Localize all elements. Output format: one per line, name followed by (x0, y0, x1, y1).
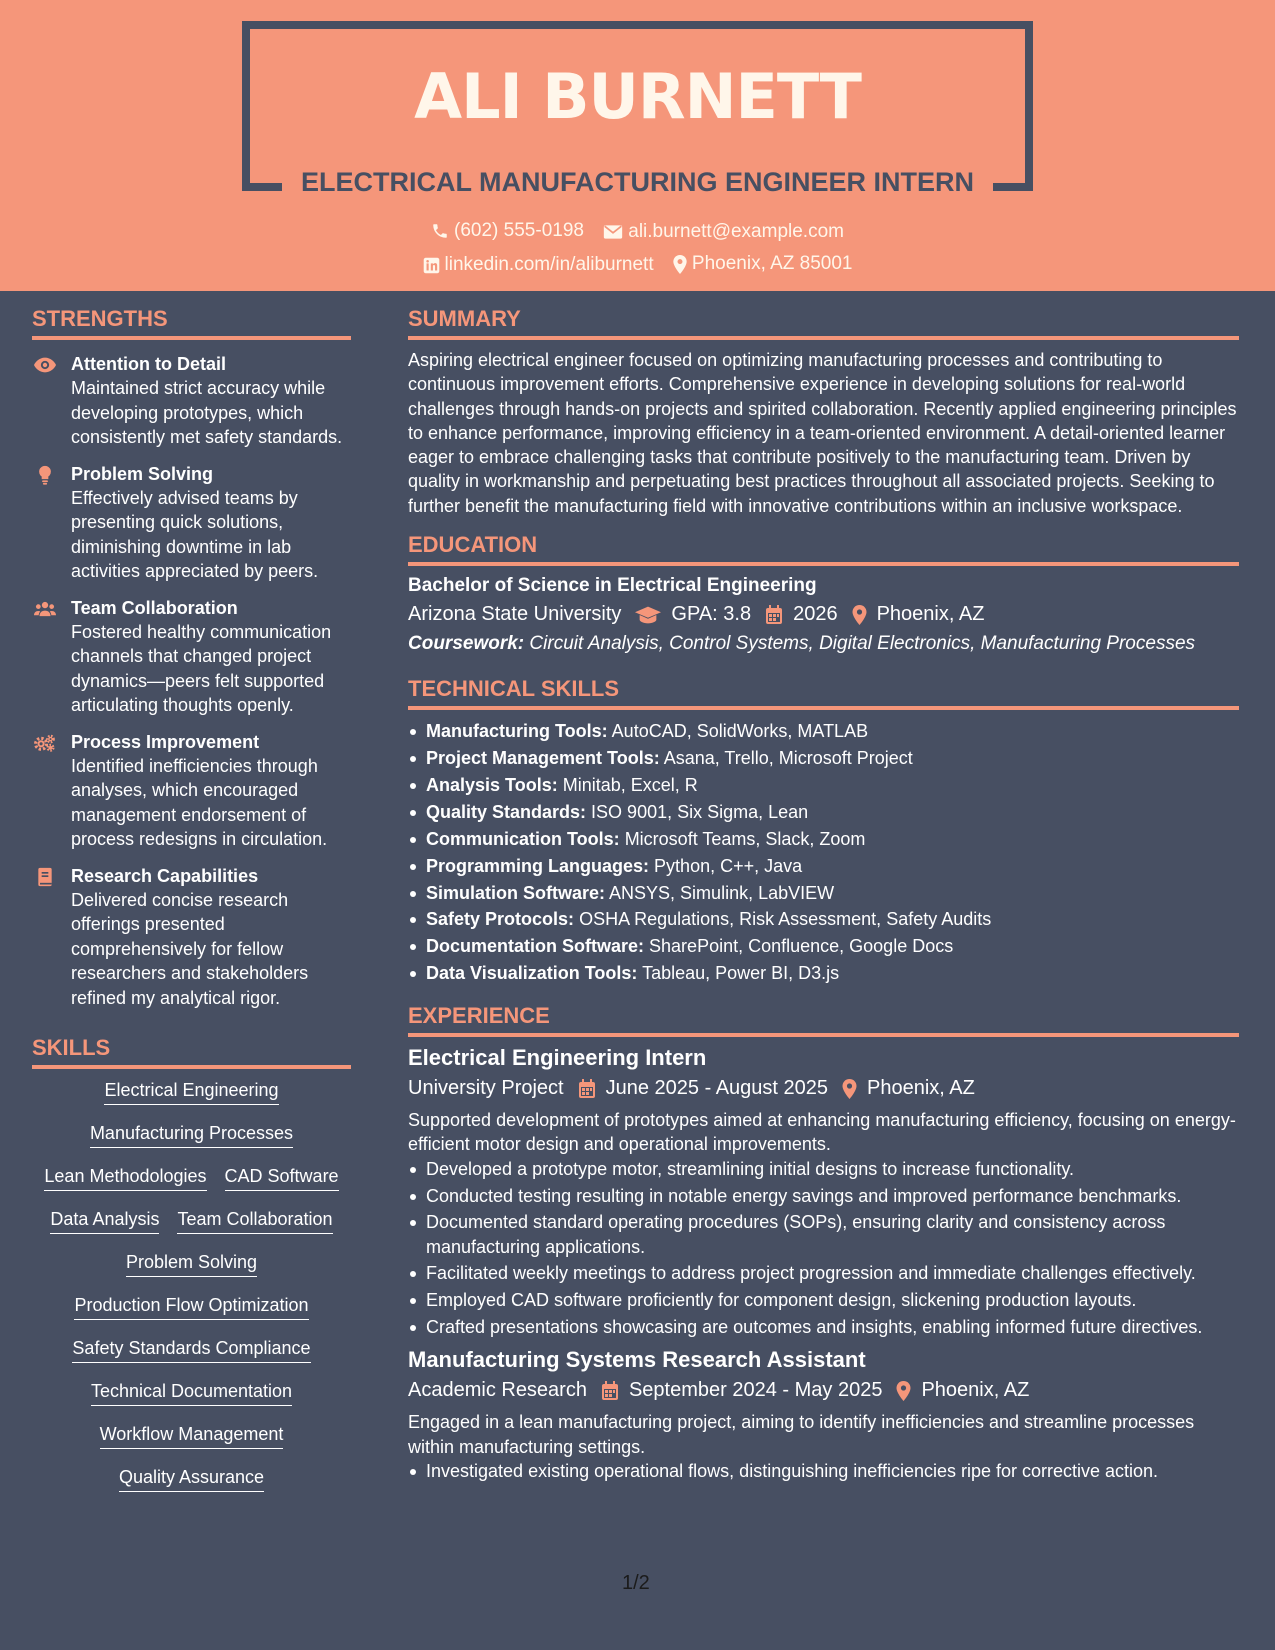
coursework-label: Coursework: (408, 633, 525, 655)
skill-row (32, 1423, 351, 1449)
job-org: Academic Research (408, 1379, 587, 1402)
job-entry (408, 1045, 1239, 1339)
strength-title: Team Collaboration (71, 597, 238, 618)
degree-title: Bachelor of Science in Electrical Engineering (408, 575, 817, 597)
tech-skill-item (408, 880, 1239, 907)
tech-skill-value: ANSYS, Simulink, LabVIEW (609, 882, 835, 903)
tech-skill-label: Analysis Tools: (426, 774, 558, 795)
tech-skill-value: Tableau, Power BI, D3.js (642, 963, 840, 984)
skill-row (32, 1165, 351, 1191)
skill-row (32, 1337, 351, 1363)
education-heading: EDUCATION (408, 532, 1239, 566)
book-icon (34, 867, 56, 887)
skill-chip: Technical Documentation (91, 1380, 292, 1406)
strength-title: Process Improvement (71, 731, 260, 752)
skill-chip: Lean Methodologies (44, 1165, 206, 1191)
coursework (408, 632, 1239, 656)
page-number: 1/2 (622, 1572, 650, 1594)
phone-text: (602) 555-0198 (454, 220, 584, 241)
graduation-cap-icon (635, 606, 661, 624)
calendar-icon (578, 1079, 596, 1099)
technical-skills-heading: TECHNICAL SKILLS (408, 676, 1239, 710)
strength-title: Problem Solving (71, 463, 214, 484)
job-bullet: Documented standard operating procedures (SOPs), ensuring clarity and consistency across manufacturing applications. (408, 1210, 1239, 1259)
job-meta (408, 1077, 1239, 1100)
strength-desc: Maintained strict accuracy while developing prototypes, which consistently met safety standards. (71, 378, 343, 447)
skill-row (32, 1251, 351, 1277)
skill-chip: Data Analysis (50, 1208, 159, 1234)
tech-skill-item (408, 772, 1239, 799)
summary-heading: SUMMARY (408, 306, 1239, 340)
skill-row (32, 1294, 351, 1320)
school-name: Arizona State University (408, 603, 622, 626)
email-link[interactable]: ali.burnett@example.com (628, 221, 844, 242)
envelope-icon (603, 224, 623, 240)
skill-chip: Safety Standards Compliance (72, 1337, 310, 1363)
job-bullets (408, 1459, 1239, 1483)
tech-skill-value: OSHA Regulations, Risk Assessment, Safety Audits (579, 909, 992, 930)
strength-desc: Effectively advised teams by presenting quick solutions, diminishing downtime in lab activities appreciated by peers. (71, 487, 319, 581)
tech-skill-item (408, 745, 1239, 772)
tech-skill-item (408, 853, 1239, 880)
job-location: Phoenix, AZ (921, 1379, 1030, 1402)
tech-skill-item (408, 826, 1239, 853)
calendar-icon (765, 605, 783, 625)
skill-chip: Electrical Engineering (104, 1079, 278, 1105)
linkedin-item[interactable] (423, 254, 654, 276)
tech-skill-value: ISO 9001, Six Sigma, Lean (591, 801, 809, 822)
contact-row-1 (0, 220, 1275, 246)
contact-row-2 (0, 253, 1275, 280)
skill-chip: Manufacturing Processes (90, 1122, 293, 1148)
job-bullet: Developed a prototype motor, streamlining initial designs to increase functionality. (408, 1157, 1239, 1181)
linkedin-icon (423, 257, 440, 274)
tech-skill-value: Asana, Trello, Microsoft Project (663, 747, 913, 768)
tech-skill-item (408, 933, 1239, 960)
tech-skill-item (408, 799, 1239, 826)
skills-chips (32, 1079, 351, 1492)
tech-skill-item (408, 906, 1239, 933)
tech-skill-label: Communication Tools: (426, 828, 620, 849)
skill-row (32, 1208, 351, 1234)
coursework-list: Circuit Analysis, Control Systems, Digital Electronics, Manufacturing Processes (529, 633, 1196, 655)
skill-chip: Problem Solving (126, 1251, 257, 1277)
tech-skill-label: Simulation Software: (426, 882, 606, 903)
strength-title: Attention to Detail (71, 354, 226, 374)
candidate-name: ALI BURNETT (414, 60, 861, 133)
tech-skill-value: SharePoint, Confluence, Google Docs (649, 936, 954, 957)
strength-item (32, 462, 351, 584)
job-bullets (408, 1157, 1239, 1340)
strength-desc: Fostered healthy communication channels that changed project dynamics—peers felt supported articulating thoughts openly. (71, 621, 332, 715)
summary-text: Aspiring electrical engineer focused on optimizing manufacturing processes and contributing to continuous improvement efforts. Comprehensive experience in developing solutions for real-world challenges through hands-on projects and spirited collaboration. Recently applied engineering principles to enhance performance, improving efficiency in a team-oriented environment. A detail-oriented learner eager to embrace challenging tasks that contribute positively to the manufacturing team. Driven by quality in workmanship and perpetuating best practices throughout all associated projects. Seeking to further benefit the manufacturing field with innovative contributions within an inclusive workspace. (408, 350, 1237, 516)
job-bullet: Facilitated weekly meetings to address project progression and immediate challenges effectively. (408, 1261, 1239, 1285)
job-org: University Project (408, 1077, 564, 1100)
skill-chip: Workflow Management (100, 1423, 284, 1449)
tech-skill-label: Quality Standards: (426, 801, 587, 822)
tech-skill-value: AutoCAD, SolidWorks, MATLAB (611, 721, 869, 742)
lightbulb-icon (34, 465, 56, 485)
job-bullet: Employed CAD software proficiently for component design, slickening production layouts. (408, 1288, 1239, 1312)
tech-skill-item (408, 718, 1239, 745)
job-bullet: Investigated existing operational flows, distinguishing inefficiencies ripe for corrective action. (408, 1459, 1239, 1483)
job-title: Manufacturing Systems Research Assistant (408, 1347, 866, 1373)
tech-skill-value: Python, C++, Java (654, 855, 803, 876)
tech-skill-label: Data Visualization Tools: (426, 963, 638, 984)
job-title: Electrical Engineering Intern (408, 1045, 707, 1071)
location-text: Phoenix, AZ 85001 (691, 253, 853, 274)
tech-skill-label: Manufacturing Tools: (426, 721, 608, 742)
skill-chip: Team Collaboration (177, 1208, 332, 1234)
tech-skill-label: Documentation Software: (426, 936, 645, 957)
skill-row (32, 1122, 351, 1148)
strength-item (32, 864, 351, 1011)
map-pin-icon (852, 605, 867, 625)
skills-heading: SKILLS (32, 1035, 351, 1069)
skills-list (32, 1079, 351, 1492)
tech-skill-value: Microsoft Teams, Slack, Zoom (624, 828, 866, 849)
education-location: Phoenix, AZ (876, 603, 985, 626)
map-pin-icon (842, 1079, 857, 1099)
location-item (673, 253, 853, 275)
strength-item (32, 352, 351, 450)
grad-year: 2026 (793, 603, 838, 626)
job-dates: September 2024 - May 2025 (628, 1379, 883, 1402)
job-entry (408, 1347, 1239, 1483)
job-bullet: Conducted testing resulting in notable energy savings and improved performance benchmarks. (408, 1184, 1239, 1208)
strength-item (32, 596, 351, 718)
skill-row (32, 1079, 351, 1105)
strengths-heading: STRENGTHS (32, 306, 351, 340)
gears-icon (34, 733, 56, 753)
right-column (408, 306, 1239, 1486)
job-desc: Engaged in a lean manufacturing project, aiming to identify inefficiencies and streamline processes within manufacturing settings. (408, 1412, 1195, 1457)
strength-desc: Identified inefficiencies through analyses, which encouraged management endorsement of process redesigns in circulation. (71, 755, 328, 849)
strength-item (32, 730, 351, 852)
job-dates: June 2025 - August 2025 (605, 1077, 829, 1100)
skill-chip: Quality Assurance (119, 1466, 264, 1492)
tech-skill-value: Minitab, Excel, R (562, 774, 698, 795)
tech-skill-item (408, 960, 1239, 987)
job-bullet: Crafted presentations showcasing are outcomes and insights, enabling informed future directives. (408, 1315, 1239, 1339)
phone-item (431, 220, 584, 242)
job-location: Phoenix, AZ (867, 1077, 975, 1100)
skill-chip: CAD Software (225, 1165, 339, 1191)
experience-heading: EXPERIENCE (408, 1003, 1239, 1037)
calendar-icon (601, 1381, 619, 1401)
technical-skills-list (408, 718, 1239, 987)
strength-desc: Delivered concise research offerings presented comprehensively for fellow researchers and stakeholders refined my analytical rigor. (71, 889, 309, 1008)
tech-skill-label: Project Management Tools: (426, 747, 660, 768)
users-icon (34, 599, 56, 619)
job-desc: Supported development of prototypes aimed at enhancing manufacturing efficiency, focusing on energy-efficient motor design and operational improvements. (408, 1110, 1236, 1155)
gpa-text: GPA: 3.8 (671, 603, 752, 626)
header-banner (0, 0, 1275, 291)
tech-skill-label: Programming Languages: (426, 855, 650, 876)
strength-title: Research Capabilities (71, 865, 259, 886)
linkedin-link[interactable]: linkedin.com/in/aliburnett (444, 254, 654, 275)
job-meta (408, 1379, 1239, 1402)
left-column (32, 306, 351, 1492)
phone-icon (431, 222, 449, 240)
map-pin-icon (896, 1381, 911, 1401)
skill-row (32, 1466, 351, 1492)
map-pin-icon (673, 255, 687, 274)
eye-icon (34, 355, 56, 375)
education-meta (408, 603, 1239, 626)
skill-chip: Production Flow Optimization (74, 1294, 308, 1320)
tech-skill-label: Safety Protocols: (426, 909, 575, 930)
candidate-role: ELECTRICAL MANUFACTURING ENGINEER INTERN (300, 167, 974, 197)
email-item[interactable] (603, 221, 844, 243)
skill-row (32, 1380, 351, 1406)
